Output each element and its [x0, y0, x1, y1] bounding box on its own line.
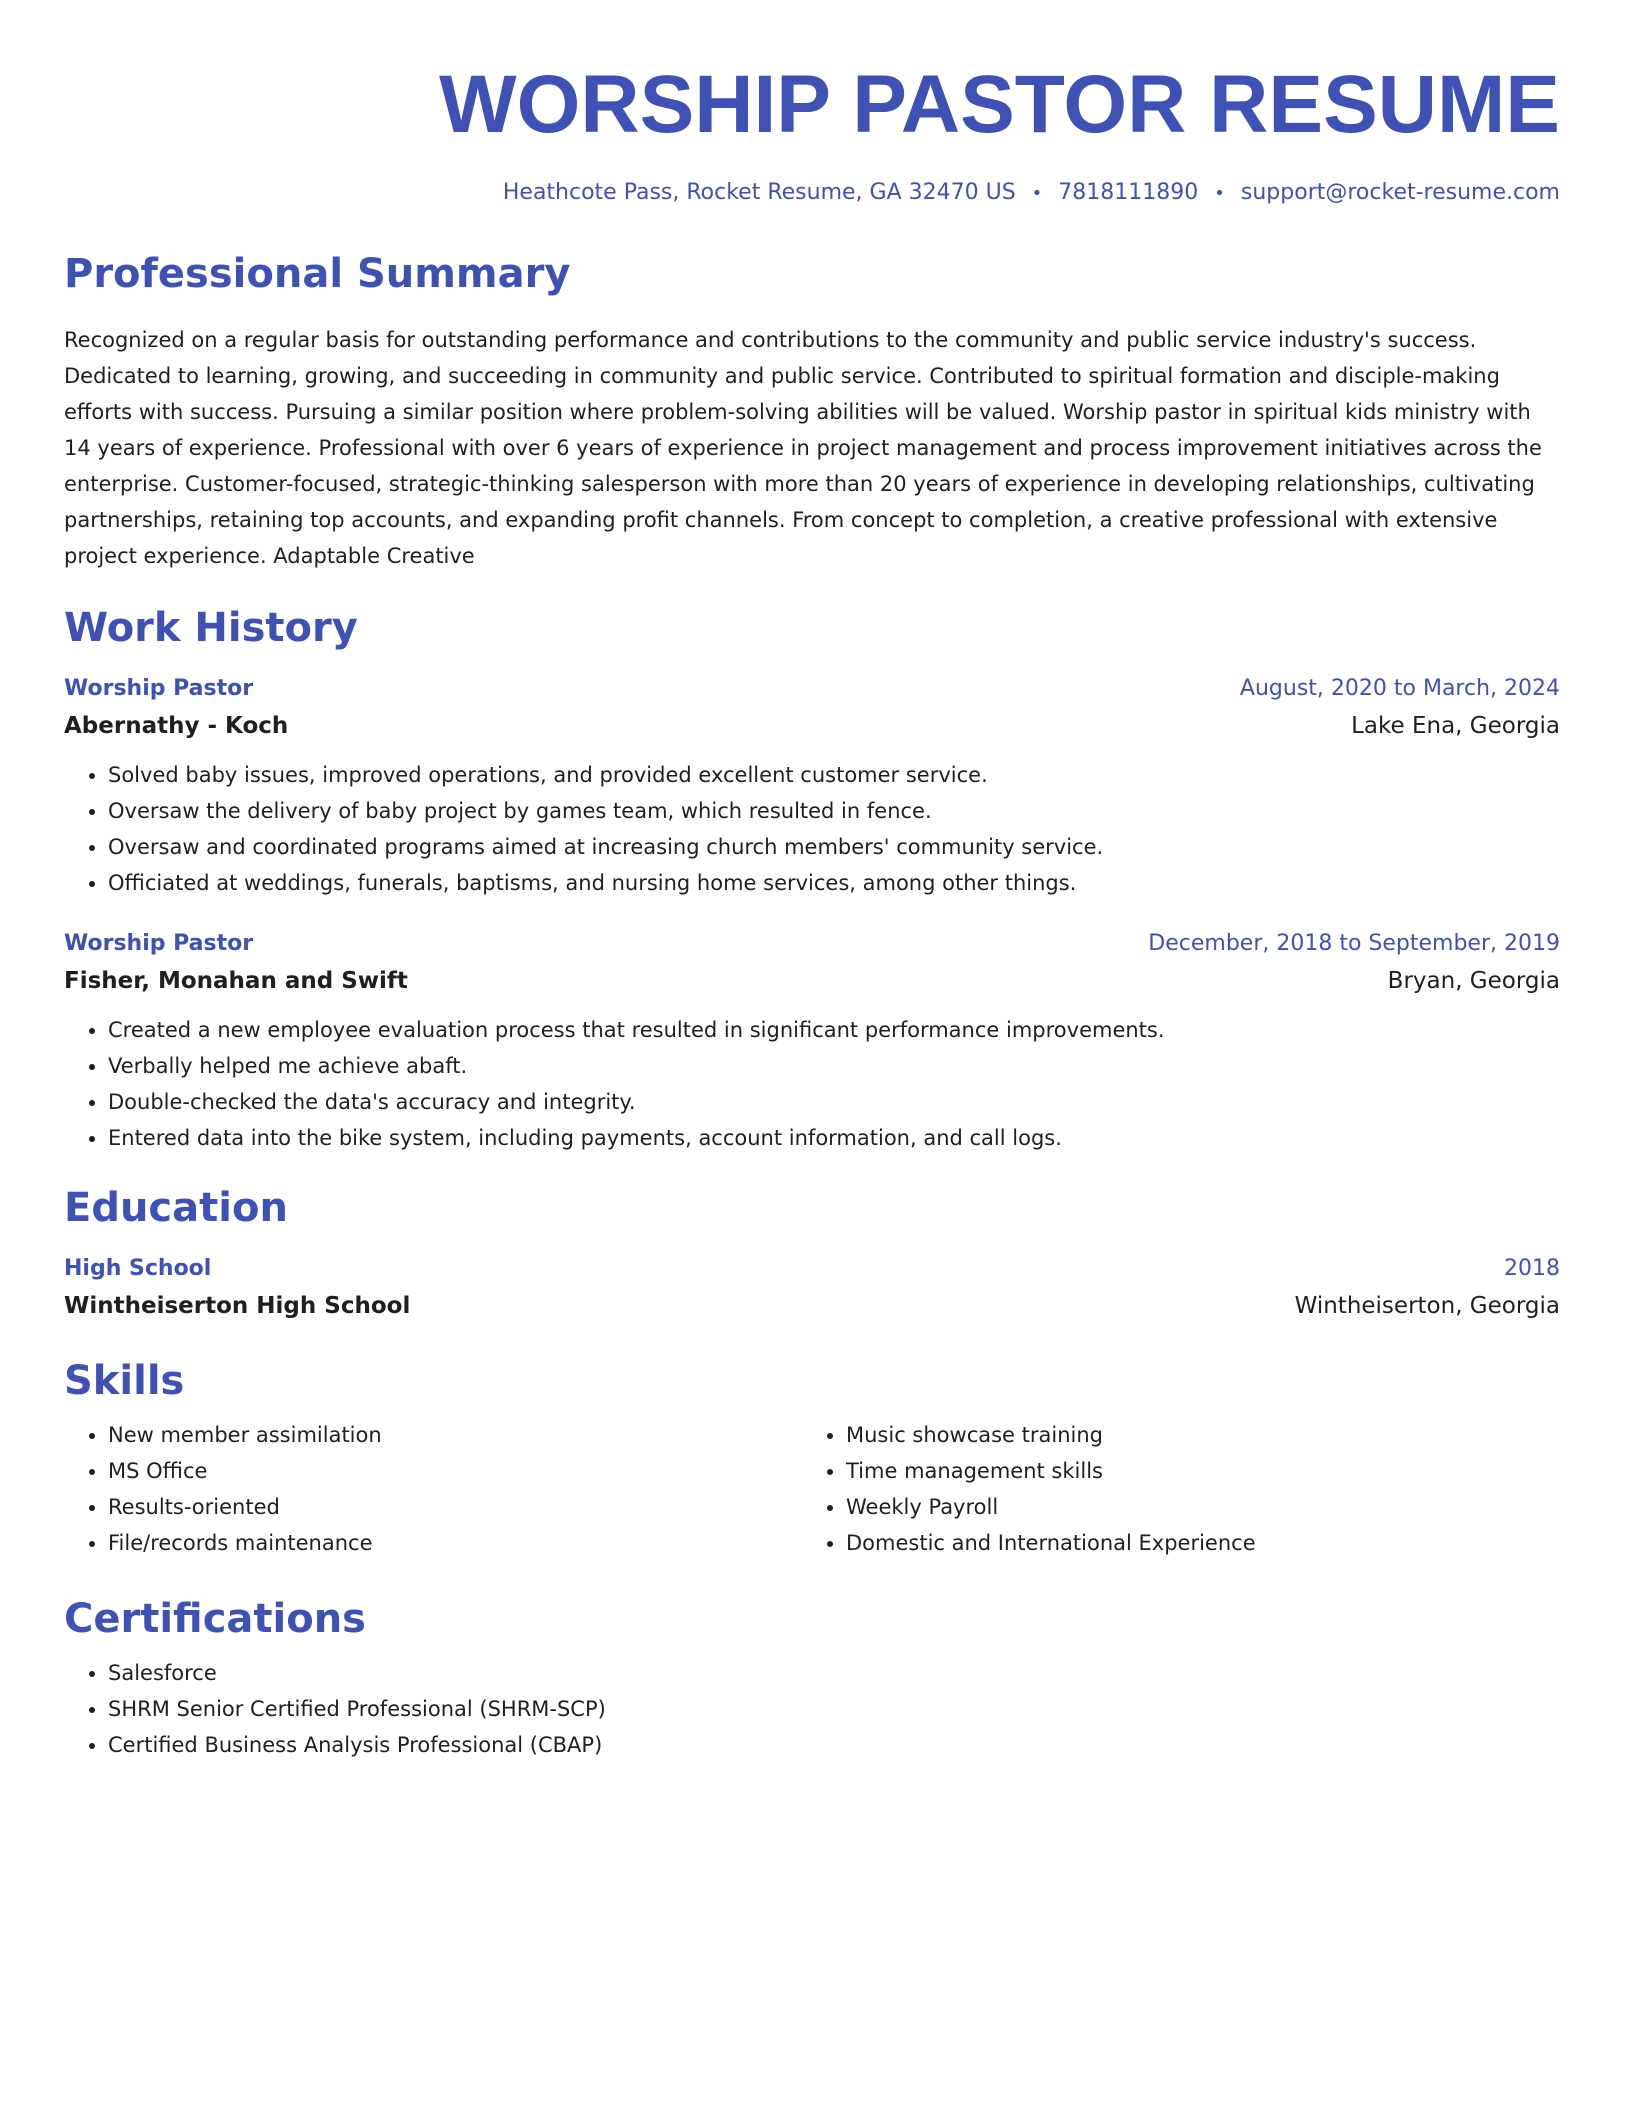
education-location: Wintheiserton, Georgia	[1294, 1293, 1560, 1320]
job-company: Abernathy - Koch	[64, 713, 289, 740]
section-title-education: Education	[64, 1185, 288, 1232]
resume-title: WORSHIP PASTOR RESUME	[439, 59, 1560, 150]
job-role: Worship Pastor	[64, 931, 254, 957]
job-location: Lake Ena, Georgia	[1351, 713, 1560, 740]
job-company: Fisher, Monahan and Swift	[64, 968, 408, 995]
section-title-skills: Skills	[64, 1358, 185, 1405]
contact-phone: 7818111890	[1058, 180, 1199, 205]
job-location: Bryan, Georgia	[1387, 968, 1560, 995]
job-entry	[64, 676, 1560, 901]
job-bullet: • Oversaw the delivery of baby project by games team, which resulted in fence.	[108, 793, 1560, 829]
job-bullets	[64, 757, 1560, 901]
job-bullets	[64, 1012, 1560, 1156]
resume-header	[64, 59, 1560, 206]
skill-item: • Music showcase training	[846, 1417, 1540, 1453]
job-dates: August, 2020 to March, 2024	[1239, 676, 1560, 702]
certifications-list	[64, 1655, 1560, 1763]
job-bullet: • Oversaw and coordinated programs aimed at increasing church members' community service.	[108, 829, 1560, 865]
skills-grid	[64, 1417, 1560, 1561]
contact-line	[64, 180, 1560, 206]
section-title-certifications: Certifications	[64, 1596, 366, 1643]
skill-item: • Results-oriented	[108, 1489, 802, 1525]
education-entry	[64, 1256, 1560, 1319]
education-year: 2018	[1504, 1256, 1560, 1282]
job-bullet: • Solved baby issues, improved operations, and provided excellent customer service.	[108, 757, 1560, 793]
skill-item: • Domestic and International Experience	[846, 1525, 1540, 1561]
contact-separator: •	[1031, 183, 1043, 204]
job-bullet: • Officiated at weddings, funerals, baptisms, and nursing home services, among other things.	[108, 865, 1560, 901]
job-bullet: • Verbally helped me achieve abaft.	[108, 1048, 1560, 1084]
certification-item: • Certified Business Analysis Professional (CBAP)	[108, 1727, 1560, 1763]
job-bullet: • Created a new employee evaluation process that resulted in significant performance improvements.	[108, 1012, 1560, 1048]
job-bullet: • Entered data into the bike system, including payments, account information, and call logs.	[108, 1120, 1560, 1156]
contact-email: support@rocket-resume.com	[1240, 180, 1560, 205]
education-school: Wintheiserton High School	[64, 1293, 411, 1320]
job-bullet: • Double-checked the data's accuracy and integrity.	[108, 1084, 1560, 1120]
skill-item: • File/records maintenance	[108, 1525, 802, 1561]
section-title-summary: Professional Summary	[64, 251, 571, 298]
skill-item: • Time management skills	[846, 1453, 1540, 1489]
skill-item: • MS Office	[108, 1453, 802, 1489]
certification-item: • Salesforce	[108, 1655, 1560, 1691]
skills-list-left	[64, 1417, 802, 1561]
resume-page	[64, 48, 1560, 1763]
education-degree: High School	[64, 1256, 212, 1282]
skill-item: • Weekly Payroll	[846, 1489, 1540, 1525]
contact-address: Heathcote Pass, Rocket Resume, GA 32470 US	[502, 180, 1016, 205]
certification-item: • SHRM Senior Certified Professional (SHRM-SCP)	[108, 1691, 1560, 1727]
contact-separator: •	[1214, 183, 1225, 204]
job-role: Worship Pastor	[64, 676, 254, 702]
job-entry	[64, 931, 1560, 1156]
summary-text: Recognized on a regular basis for outstanding performance and contributions to the community and public service industry's success. Dedicated to learning, growing, and succeeding in community and public service. Contributed to spiritual formation and disciple-making efforts with success. Pursuing a similar position where problem-solving abilities will be valued. Worship pastor in spiritual kids ministry with 14 years of experience. Professional with over 6 years of experience in project management and process improvement initiatives across the enterprise. Customer-focused, strategic-thinking salesperson with more than 20 years of experience in developing relationships, cultivating partnerships, retaining top accounts, and expanding profit channels. From concept to completion, a creative professional with extensive project experience. Adaptable Creative	[64, 328, 1542, 569]
job-dates: December, 2018 to September, 2019	[1148, 931, 1560, 957]
skill-item: • New member assimilation	[108, 1417, 802, 1453]
skills-list-right	[802, 1417, 1540, 1561]
section-title-work-history: Work History	[64, 605, 358, 652]
